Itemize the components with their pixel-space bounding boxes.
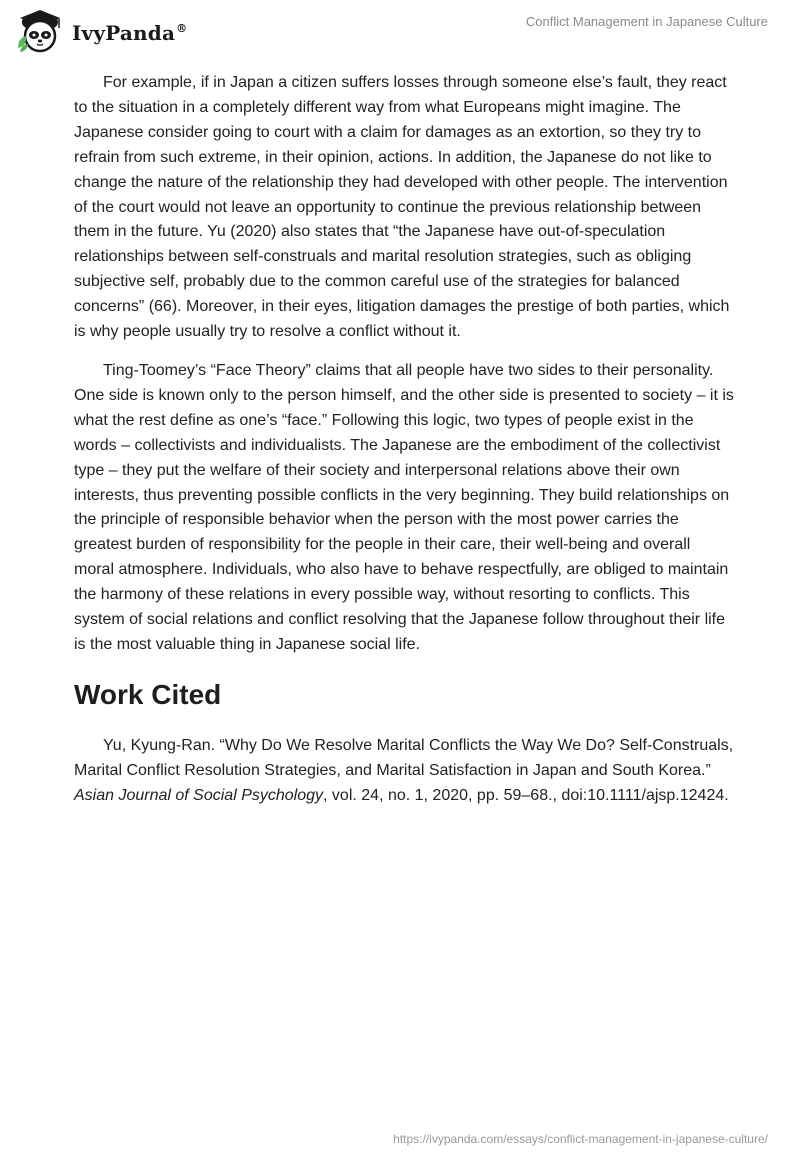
works-cited-heading: Work Cited — [74, 678, 222, 710]
body-paragraph: Ting-Toomey’s “Face Theory” claims that all people have two sides to their personality. One side is known only to the person himself, and the other side is presented to society – it is what the rest define as one’s “face.” Following this logic, two types of people exist in the words – collectivists and individualists. The Japanese are the embodiment of the collectivist type – they put the welfare of their society and interpersonal relations above their own interests, thus preventing possible conflicts in the very beginning. They build relationships on the principle of responsible behavior when the person with the most power carries the greatest burden of responsibility for the people in their care, their well-being and overall moral atmosphere. Individuals, who also have to behave respectfully, are obliged to maintain the harmony of these relations in every possible way, without resorting to conflicts. This system of social relations and conflict resolving that the Japanese follow throughout their life is the most valuable thing in Japanese social life. — [74, 361, 734, 653]
running-title: Conflict Management in Japanese Culture — [525, 14, 768, 29]
citation-authors-title: Yu, Kyung-Ran. “Why Do We Resolve Marital Conflicts the Way We Do? Self-Construals, Marital Conflict Resolution Strategies, and Marital Satisfaction in Japan and South Korea.” — [74, 736, 734, 779]
citation-details: , vol. 24, no. 1, 2020, pp. 59–68., doi:10.1111/ajsp.12424. — [323, 786, 729, 804]
essay-content — [74, 71, 734, 809]
panda-mascot-icon — [14, 8, 66, 56]
page-header — [0, 0, 800, 64]
ivypanda-logo[interactable] — [14, 8, 187, 56]
registered-mark: ® — [176, 22, 188, 35]
citation-journal: Asian Journal of Social Psychology — [74, 786, 324, 804]
brand-name: IvyPanda® — [72, 21, 188, 45]
citation-entry — [74, 734, 734, 809]
body-paragraph: For example, if in Japan a citizen suffers losses through someone else’s fault, they react to the situation in a completely different way from what Europeans might imagine. The Japanese consider going to court with a claim for damages as an extortion, so they try to refrain from such extreme, in their opinion, actions. In addition, the Japanese do not like to change the nature of the relationship they had developed with other people. The intervention of the court would not leave an opportunity to continue the previous relationship between them in the future. Yu (2020) also states that “the Japanese have out-of-speculation relationships between self-construals and marital resolution strategies, such as obliging subjective self, probably due to the common careful use of the strategies for balanced concerns” (66). Moreover, in their eyes, litigation damages the prestige of both parties, which is why people usually try to resolve a conflict without it. — [74, 74, 730, 341]
source-url[interactable]: https://ivypanda.com/essays/conflict-management-in-japanese-culture/ — [393, 1132, 768, 1146]
